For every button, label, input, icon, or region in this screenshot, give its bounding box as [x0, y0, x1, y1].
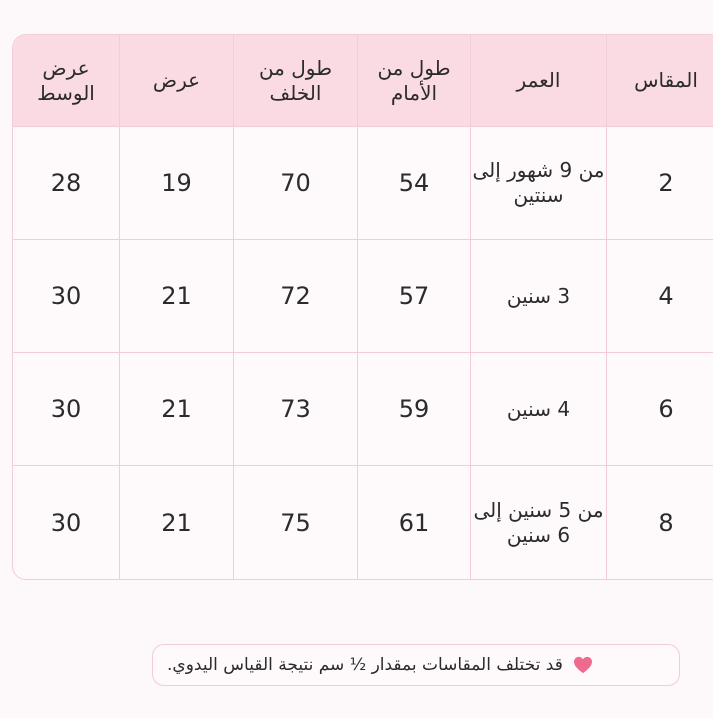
header-back-length: طول من الخلف: [234, 35, 358, 127]
note-text: قد تختلف المقاسات بمقدار ½ سم نتيجة القياس اليدوي.: [167, 655, 563, 675]
cell-size: 6: [607, 353, 713, 466]
cell-age: من 5 سنين إلى 6 سنين: [471, 466, 607, 579]
cell-front-length: 61: [358, 466, 471, 579]
header-waist-width: عرض الوسط: [13, 35, 120, 127]
cell-width: 19: [120, 127, 234, 240]
cell-back-length: 70: [234, 127, 358, 240]
header-age: العمر: [471, 35, 607, 127]
cell-back-length: 75: [234, 466, 358, 579]
header-width: عرض: [120, 35, 234, 127]
cell-back-length: 73: [234, 353, 358, 466]
size-chart-table: [12, 34, 713, 580]
cell-age: من 9 شهور إلى سنتين: [471, 127, 607, 240]
heart-icon: [573, 656, 593, 674]
header-size: المقاس: [607, 35, 713, 127]
cell-front-length: 59: [358, 353, 471, 466]
cell-width: 21: [120, 240, 234, 353]
cell-age: 4 سنين: [471, 353, 607, 466]
cell-back-length: 72: [234, 240, 358, 353]
measurement-note: [152, 644, 680, 686]
cell-size: 4: [607, 240, 713, 353]
cell-waist-width: 30: [13, 240, 120, 353]
cell-age: 3 سنين: [471, 240, 607, 353]
header-front-length: طول من الأمام: [358, 35, 471, 127]
cell-front-length: 57: [358, 240, 471, 353]
cell-width: 21: [120, 353, 234, 466]
cell-waist-width: 28: [13, 127, 120, 240]
cell-waist-width: 30: [13, 353, 120, 466]
cell-front-length: 54: [358, 127, 471, 240]
cell-width: 21: [120, 466, 234, 579]
cell-size: 2: [607, 127, 713, 240]
cell-waist-width: 30: [13, 466, 120, 579]
cell-size: 8: [658, 508, 674, 537]
